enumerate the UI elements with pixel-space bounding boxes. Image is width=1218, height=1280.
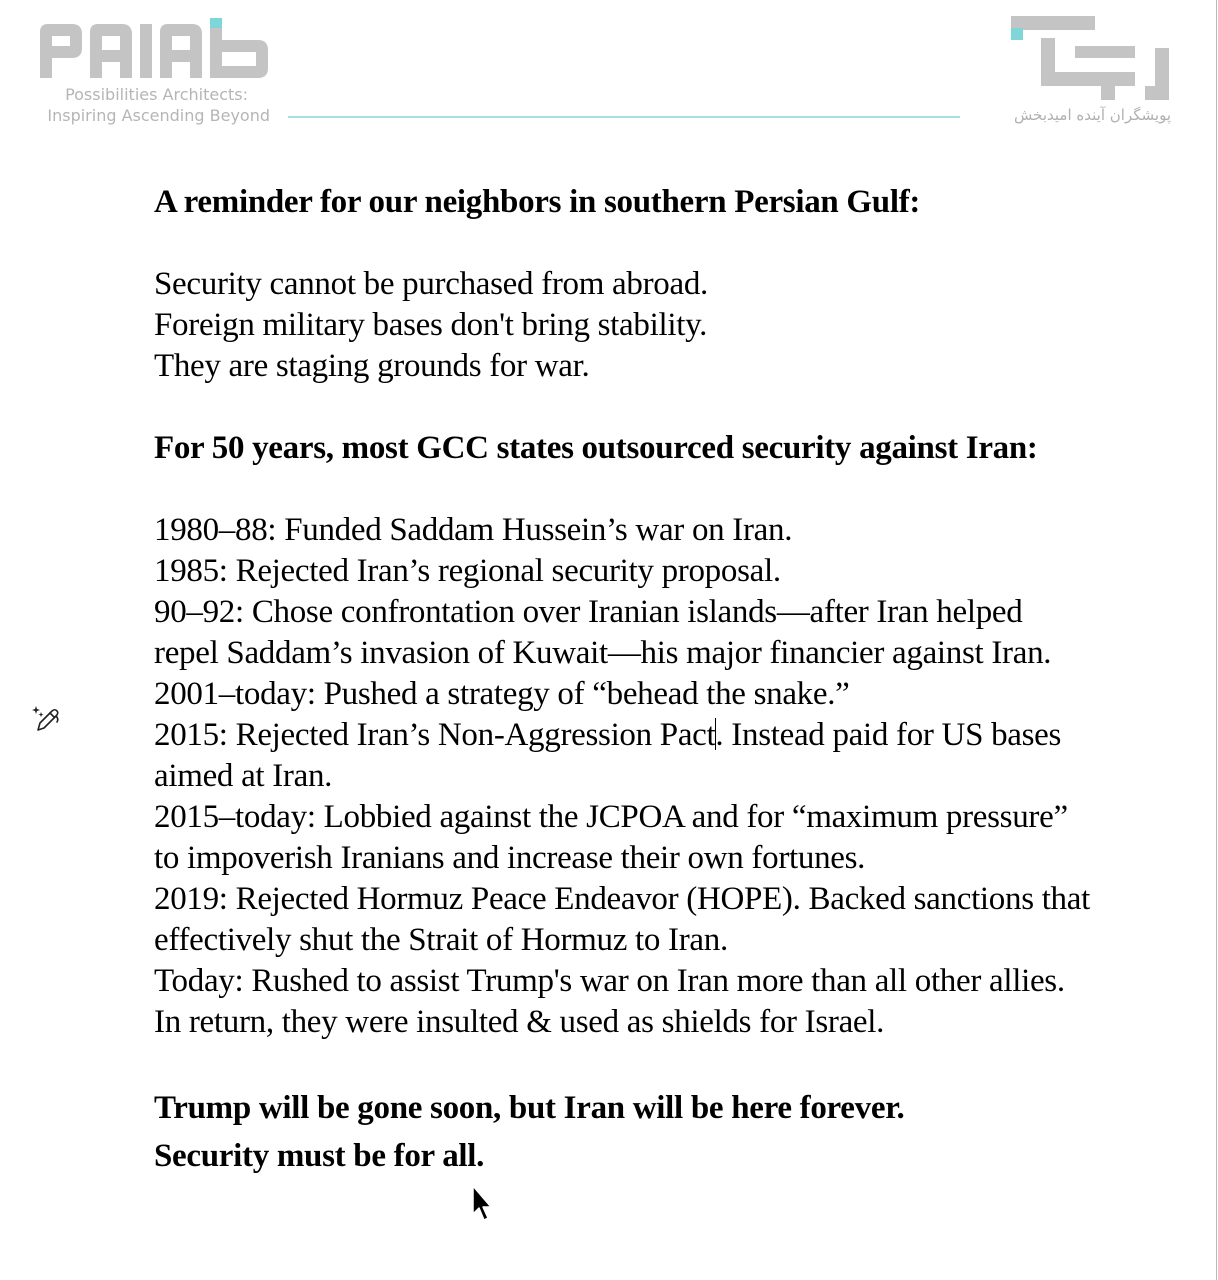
header-divider-line [288,116,960,118]
closing-line: Security must be for all. [154,1138,485,1174]
timeline-line: repel Saddam’s invasion of Kuwait—his major financier against Iran. [154,635,1052,671]
timeline-line: aimed at Iran. [154,758,333,794]
timeline-line: 1985: Rejected Iran’s regional security proposal. [154,553,781,589]
paiab-tagline [20,84,270,126]
timeline-line: 90–92: Chose confrontation over Iranian islands—after Iran helped [154,594,1023,630]
timeline-text-after-caret: . Instead paid for US bases [715,717,1062,753]
document-body[interactable] [154,178,1204,1180]
persian-logo [975,14,1175,130]
document-header [0,0,1218,140]
persian-logo-mark-icon [1005,14,1175,104]
timeline-line: 1980–88: Funded Saddam Hussein’s war on Iran. [154,512,793,548]
page-edge-border [1216,0,1217,1280]
intro-line: Foreign military bases don't bring stability. [154,307,708,343]
tagline-line-1: Possibilities Architects: [65,85,248,104]
heading-reminder: A reminder for our neighbors in southern Persian Gulf: [154,184,921,220]
timeline-line: 2019: Rejected Hormuz Peace Endeavor (HOPE). Backed sanctions that [154,881,1090,917]
timeline-line: 2001–today: Pushed a strategy of “behead the snake.” [154,676,850,712]
paiab-logo [20,16,270,128]
tagline-line-2: Inspiring Ascending Beyond [47,106,270,125]
mouse-pointer-icon [470,1184,496,1224]
persian-logo-text: پویشگران آینده امیدبخش [1014,106,1171,124]
paiab-wordmark-icon [40,18,270,80]
heading-gcc-history: For 50 years, most GCC states outsourced security against Iran: [154,430,1038,466]
intro-line: They are staging grounds for war. [154,348,590,384]
ai-edit-sparkle-pen-icon[interactable] [30,702,64,736]
timeline-line-with-caret [154,715,1204,756]
timeline-text-before-caret: 2015: Rejected Iran’s Non-Aggression Pact [154,717,716,753]
timeline-line: 2015–today: Lobbied against the JCPOA and for “maximum pressure” [154,799,1068,835]
timeline-line: to impoverish Iranians and increase their own fortunes. [154,840,866,876]
closing-line: Trump will be gone soon, but Iran will be here forever. [154,1090,905,1126]
timeline-line: In return, they were insulted & used as shields for Israel. [154,1004,885,1040]
timeline-line: Today: Rushed to assist Trump's war on Iran more than all other allies. [154,963,1065,999]
intro-line: Security cannot be purchased from abroad. [154,266,708,302]
timeline-line: effectively shut the Strait of Hormuz to Iran. [154,922,728,958]
